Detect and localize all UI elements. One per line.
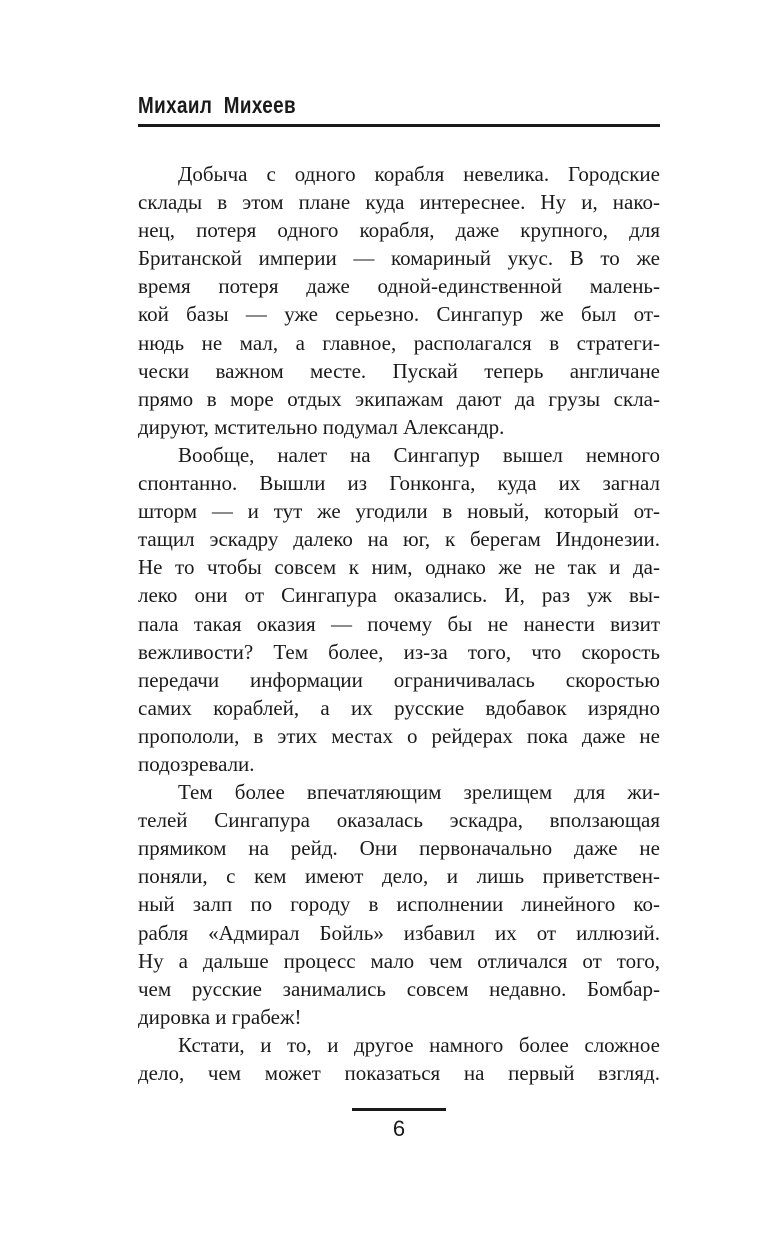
text-line: передачи информации ограничивалась скоростью [138,667,660,692]
text-line: Ну а дальше процесс мало чем отличался от того, [138,948,660,973]
text-line: чем русские занимались совсем недавно. Бомбар- [138,976,660,1001]
text-line: прямо в море отдых экипажам дают да грузы скла- [138,386,660,411]
text-line: Добыча с одного корабля невелика. Городские [178,162,660,186]
text-line: подозревали. [138,751,255,776]
text-line: спонтанно. Вышли из Гонконга, куда их загнал [138,471,660,496]
text-line: дело, чем может показаться на первый взгляд. [138,1061,660,1085]
footer-rule [352,1108,446,1111]
text-line: дировка и грабеж! [138,1004,302,1029]
text-line: чески важном месте. Пускай теперь англичане [138,358,660,383]
text-line: ный залп по городу в исполнении линейного ко- [138,892,660,917]
text-line: самих кораблей, а их русские вдобавок изрядно [138,695,660,720]
text-line: склады в этом плане куда интереснее. Ну и, нако- [138,190,660,215]
text-line: Британской империи — комариный укус. В то же [138,246,660,271]
text-line: телей Сингапура оказалась эскадра, вползающая [138,808,660,833]
text-line: Тем более впечатляющим зрелищем для жи- [178,780,660,805]
text-line: Кстати, и то, и другое намного более сложное [178,1032,660,1057]
text-line: тащил эскадру далеко на юг, к берегам Индонезии. [138,527,660,552]
text-line: рабля «Адмирал Бойль» избавил их от иллюзий. [138,920,660,945]
page-number: 6 [392,1116,406,1141]
text-line: дируют, мстительно подумал Александр. [138,414,505,439]
text-line: вежливости? Тем более, из-за того, что скорость [138,639,660,664]
text-line: кой базы — уже серьезно. Сингапур же был от- [138,302,660,327]
text-line: леко они от Сингапура оказались. И, раз уж вы- [138,583,660,608]
text-line: поняли, с кем имеют дело, и лишь приветствен- [138,864,660,889]
text-line: прямиком на рейд. Они первоначально даже не [138,836,660,861]
text-line: пропололи, в этих местах о рейдерах пока даже не [138,723,660,748]
page-body [138,160,660,1087]
text-line: время потеря даже одной-единственной малень- [138,274,660,299]
text-line: нюдь не мал, а главное, располагался в стратеги- [138,330,660,355]
header-rule [138,124,660,127]
text-line: пала такая оказия — почему бы не нанести визит [138,611,660,636]
text-line: Вообще, налет на Сингапур вышел немного [178,442,660,467]
text-line: Не то чтобы совсем к ним, однако же не так и да- [138,555,660,580]
text-line: шторм — и тут же угодили в новый, который от- [138,499,660,524]
running-head-author: Михаил Михеев [138,92,297,118]
text-line: нец, потеря одного корабля, даже крупного, для [138,218,660,243]
